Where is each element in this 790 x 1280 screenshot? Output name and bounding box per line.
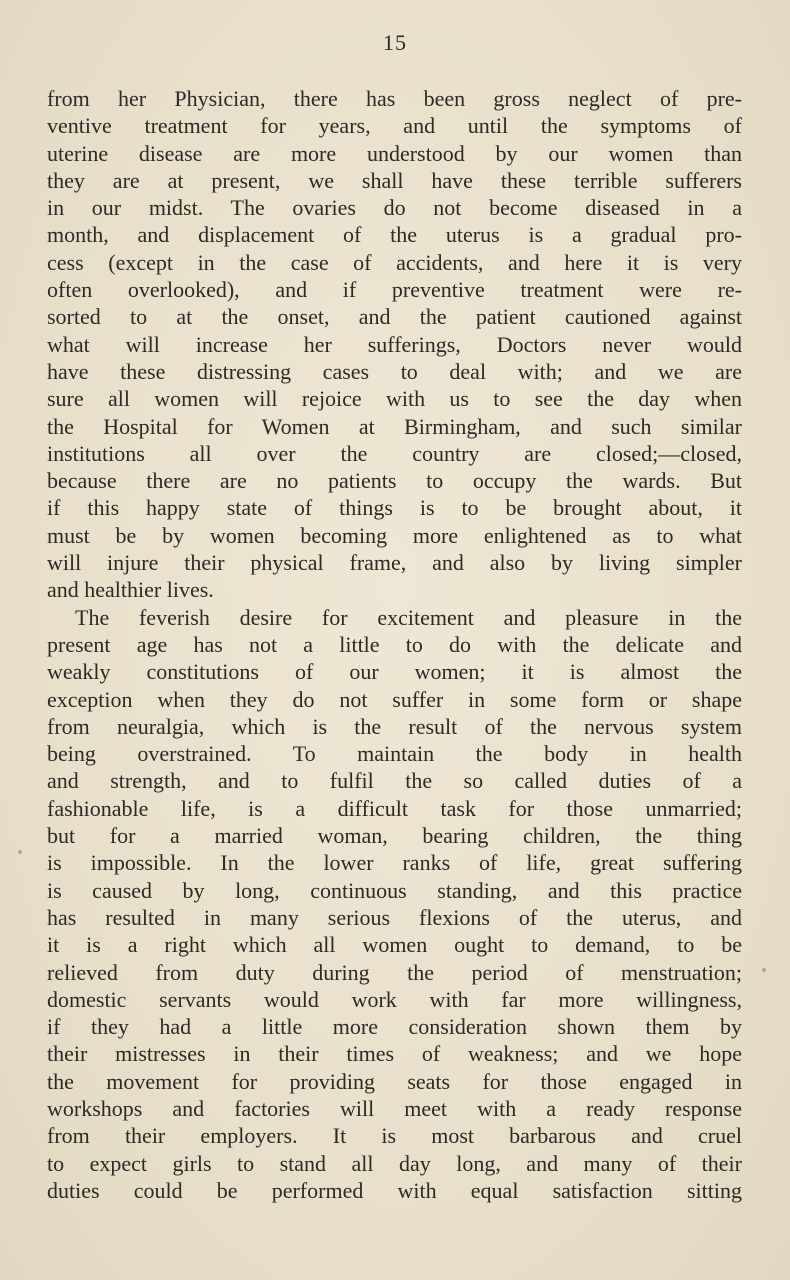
text-line: if they had a little more consideration shown them by	[47, 1014, 742, 1040]
text-line: the movement for providing seats for those engaged in	[47, 1068, 742, 1094]
text-line: relieved from duty during the period of menstruation;	[47, 959, 742, 985]
text-line: workshops and factories will meet with a ready response	[47, 1095, 742, 1121]
text-line: from neuralgia, which is the result of the nervous system	[47, 713, 742, 739]
text-line: sure all women will rejoice with us to see the day when	[47, 386, 742, 412]
text-line: duties could be performed with equal satisfaction sitting	[47, 1177, 742, 1203]
text-line: often overlooked), and if preventive treatment were re-	[47, 277, 742, 303]
text-line: have these distressing cases to deal with; and we are	[47, 358, 742, 384]
text-line: it is a right which all women ought to demand, to be	[47, 932, 742, 958]
text-line: and strength, and to fulfil the so called duties of a	[47, 768, 742, 794]
text-line: the Hospital for Women at Birmingham, and such similar	[47, 413, 742, 439]
paper-speck	[18, 850, 22, 854]
text-line: they are at present, we shall have these terrible sufferers	[47, 167, 742, 193]
body-text	[47, 85, 742, 1204]
text-line: domestic servants would work with far more willingness,	[47, 986, 742, 1012]
text-line: is impossible. In the lower ranks of life, great suffering	[47, 850, 742, 876]
paragraph-1	[47, 85, 742, 604]
text-line: must be by women becoming more enlightened as to what	[47, 522, 742, 548]
text-line: from their employers. It is most barbarous and cruel	[47, 1123, 742, 1149]
text-line: and healthier lives.	[47, 577, 214, 603]
text-line: if this happy state of things is to be brought about, it	[47, 495, 742, 521]
text-line: cess (except in the case of accidents, and here it is very	[47, 249, 742, 275]
text-line: has resulted in many serious flexions of the uterus, and	[47, 904, 742, 930]
text-line: is caused by long, continuous standing, and this practice	[47, 877, 742, 903]
text-line: present age has not a little to do with the delicate and	[47, 631, 742, 657]
text-line: fashionable life, is a difficult task for those unmarried;	[47, 795, 742, 821]
text-line: what will increase her sufferings, Doctors never would	[47, 331, 742, 357]
page-number: 15	[383, 30, 407, 55]
text-line: will injure their physical frame, and also by living simpler	[47, 550, 742, 576]
text-line: exception when they do not suffer in some form or shape	[47, 686, 742, 712]
text-line: ventive treatment for years, and until the symptoms of	[47, 113, 742, 139]
text-line: institutions all over the country are closed;—closed,	[47, 440, 742, 466]
text-line: month, and displacement of the uterus is a gradual pro-	[47, 222, 742, 248]
text-line: weakly constitutions of our women; it is almost the	[47, 659, 742, 685]
text-line: being overstrained. To maintain the body in health	[47, 741, 742, 767]
text-line: uterine disease are more understood by our women than	[47, 140, 742, 166]
text-line: because there are no patients to occupy the wards. But	[47, 468, 742, 494]
text-line: The feverish desire for excitement and pleasure in the	[75, 604, 742, 630]
text-line: in our midst. The ovaries do not become diseased in a	[47, 195, 742, 221]
text-line: from her Physician, there has been gross neglect of pre-	[47, 86, 742, 111]
text-line: but for a married woman, bearing children, the thing	[47, 823, 742, 849]
text-line: to expect girls to stand all day long, and many of their	[47, 1150, 742, 1176]
text-line: their mistresses in their times of weakness; and we hope	[47, 1041, 742, 1067]
paper-speck	[762, 968, 766, 972]
text-line: sorted to at the onset, and the patient cautioned against	[47, 304, 742, 330]
paragraph-2	[47, 604, 742, 1205]
